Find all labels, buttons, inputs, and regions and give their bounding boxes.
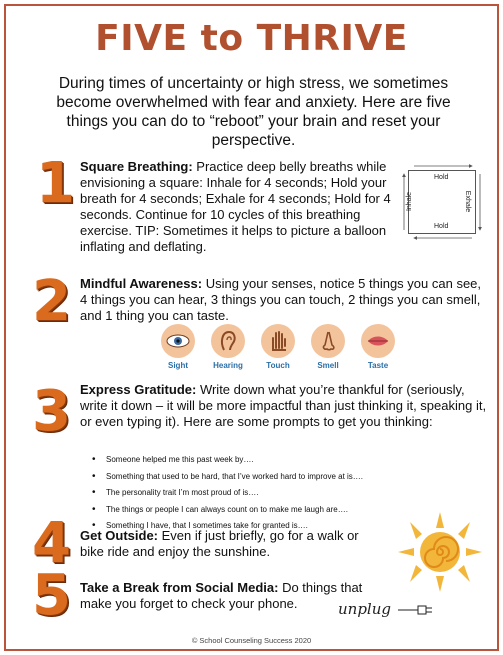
hand-icon — [261, 324, 295, 358]
list-item: • Something that used to be hard, that I’ve worked hard to improve at is…. — [92, 469, 492, 486]
step-number-2 — [32, 269, 71, 334]
step-number-3-text: 3 — [32, 379, 71, 444]
sense-label-taste: Taste — [367, 361, 389, 370]
breathing-label-right: Exhale — [464, 190, 472, 213]
breathing-label-top: Hold — [434, 174, 449, 181]
senses-row — [158, 324, 408, 374]
mouth-icon — [361, 324, 395, 358]
list-item: • Something I have, that I sometimes take for granted is…. — [92, 518, 492, 535]
step-number-5 — [32, 563, 71, 628]
nose-icon — [311, 324, 345, 358]
sense-label-hearing: Hearing — [213, 361, 243, 370]
step-4-paragraph — [80, 528, 370, 560]
step-1-text: Practice deep belly breaths while envisioning a square: Inhale for 4 seconds; Hold your breath for 4 seconds; Exhale for 4 seconds; Hold for 4 seconds. Continue for 10 cycles of this breathing exercise. TIP: Sometimes it helps to picture a balloon inflating and deflating. — [80, 159, 391, 254]
sun-icon — [390, 508, 484, 596]
step-3-paragraph — [80, 382, 490, 430]
list-item: • Someone helped me this past week by…. — [92, 452, 492, 469]
ear-icon — [211, 324, 245, 358]
step-5-heading: Take a Break from Social Media: — [80, 580, 279, 595]
list-item: • The personality trait I’m most proud of is…. — [92, 485, 492, 502]
step-number-1 — [36, 151, 75, 216]
breathing-label-left: Inhale — [406, 191, 414, 212]
step-1-heading: Square Breathing: — [80, 159, 193, 174]
sense-label-touch: Touch — [266, 361, 290, 370]
eye-icon — [161, 324, 195, 358]
intro-paragraph: During times of uncertainty or high stress, we sometimes become overwhelmed with fear and anxiety. Here are five things you can do to “reboot” your brain and reset your perspective. — [56, 75, 451, 149]
step-number-4-text: 4 — [32, 511, 71, 576]
copyright-footer: © School Counseling Success 2020 — [191, 636, 312, 645]
step-number-1-text: 1 — [36, 151, 75, 216]
step-4-heading: Get Outside: — [80, 528, 159, 543]
step-1-paragraph — [80, 159, 398, 255]
breathing-label-bottom: Hold — [434, 223, 449, 230]
step-3-heading: Express Gratitude: — [80, 382, 197, 397]
step-number-5-text: 5 — [32, 563, 71, 628]
step-number-2-text: 2 — [32, 269, 71, 334]
worksheet-page — [4, 4, 499, 651]
unplug-text: unplug — [338, 600, 391, 618]
step-number-3 — [32, 379, 71, 444]
page-title: FIVE to THRIVE — [95, 18, 408, 59]
step-3-text: Write down what you’re thankful for (seriously, write it down – it will be more impactful than just thinking it, speaking it, or even typing it). Here are some prompts to get you thinking: — [80, 382, 487, 429]
sense-smell — [308, 324, 348, 370]
sense-label-smell: Smell — [317, 361, 339, 370]
step-5-paragraph — [80, 580, 380, 612]
step-2-text: Using your senses, notice 5 things you can see, 4 things you can hear, 3 things you can touch, 2 things you can smell, and 1 thing you can taste. — [80, 276, 482, 323]
step-2-heading: Mindful Awareness: — [80, 276, 203, 291]
step-4-text: Even if just briefly, go for a walk or bike ride and enjoy the sunshine. — [80, 528, 359, 559]
square-breathing-diagram — [400, 164, 484, 240]
step-5-text: Do things that make you forget to check your phone. — [80, 580, 363, 611]
sense-hearing — [208, 324, 248, 370]
unplug-signature — [336, 596, 446, 624]
sense-label-sight: Sight — [168, 361, 188, 370]
sense-touch — [258, 324, 298, 370]
step-2-paragraph — [80, 276, 488, 324]
sense-sight — [158, 324, 198, 370]
list-item: • The things or people I can always count on to make me laugh are…. — [92, 502, 492, 519]
sense-taste — [358, 324, 398, 370]
